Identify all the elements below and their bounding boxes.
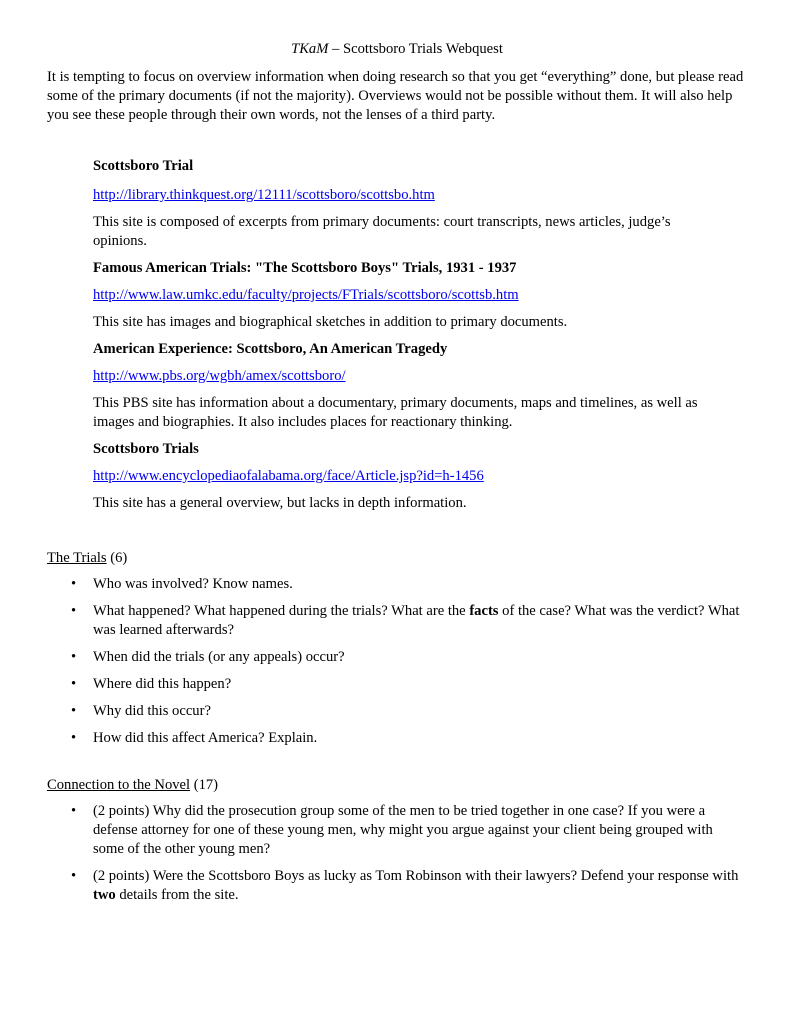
resource-link[interactable]: http://www.pbs.org/wgbh/amex/scottsboro/ bbox=[93, 368, 346, 384]
question-text-cont: of the case? What was the verdict? What was learned afterwards? bbox=[93, 603, 740, 638]
bullet-icon: • bbox=[71, 649, 77, 665]
document-page bbox=[47, 40, 747, 913]
intro-paragraph: It is tempting to focus on overview information when doing research so that you get “everything” done, but please read some of the primary documents (if not the majority). Overviews would not be possible without them. It will also help you see these people through their own words, not the lenses of a third party. bbox=[47, 69, 744, 123]
bullet-icon: • bbox=[71, 576, 77, 592]
list-item bbox=[71, 648, 747, 667]
resource-item bbox=[93, 440, 713, 513]
question-emphasis: facts bbox=[469, 603, 499, 619]
bullet-icon: • bbox=[71, 730, 77, 746]
question-text: Where did this happen? bbox=[93, 676, 232, 692]
list-item bbox=[71, 702, 747, 721]
novel-question-list bbox=[47, 802, 747, 905]
resource-title: Famous American Trials: "The Scottsboro Boys" Trials, 1931 - 1937 bbox=[93, 260, 517, 276]
list-item bbox=[71, 867, 747, 905]
list-item bbox=[71, 602, 747, 640]
bullet-icon: • bbox=[71, 803, 77, 819]
list-item bbox=[71, 802, 747, 859]
novel-points: (17) bbox=[190, 777, 219, 793]
question-text-cont: details from the site. bbox=[115, 887, 239, 903]
bullet-icon: • bbox=[71, 703, 77, 719]
list-item bbox=[71, 729, 747, 748]
trials-question-list bbox=[47, 575, 747, 748]
bullet-icon: • bbox=[71, 868, 77, 884]
resource-list bbox=[93, 157, 713, 513]
question-text: When did the trials (or any appeals) occur? bbox=[93, 649, 345, 665]
novel-heading bbox=[47, 776, 747, 795]
novel-heading-label: Connection to the Novel bbox=[47, 777, 191, 793]
question-text: How did this affect America? Explain. bbox=[93, 730, 318, 746]
question-text: Who was involved? Know names. bbox=[93, 576, 293, 592]
resource-description: This site has images and biographical sketches in addition to primary documents. bbox=[93, 314, 568, 330]
list-item bbox=[71, 675, 747, 694]
question-text: Why did this occur? bbox=[93, 703, 211, 719]
resource-link[interactable]: http://www.encyclopediaofalabama.org/face/Article.jsp?id=h-1456 bbox=[93, 468, 484, 484]
title-italic: TKaM bbox=[291, 41, 329, 57]
resource-description: This site is composed of excerpts from primary documents: court transcripts, news articles, judge’s opinions. bbox=[93, 214, 671, 249]
resource-link[interactable]: http://library.thinkquest.org/12111/scottsboro/scottsbo.htm bbox=[93, 187, 435, 203]
question-text: What happened? What happened during the trials? What are the bbox=[93, 603, 470, 619]
resource-description: This PBS site has information about a documentary, primary documents, maps and timelines, as well as images and biographies. It also includes places for reactionary thinking. bbox=[93, 395, 698, 430]
trials-points: (6) bbox=[106, 550, 128, 566]
resource-title: Scottsboro Trials bbox=[93, 441, 199, 457]
bullet-icon: • bbox=[71, 603, 77, 619]
resource-item bbox=[93, 259, 713, 332]
trials-heading-label: The Trials bbox=[47, 550, 107, 566]
resource-title: American Experience: Scottsboro, An American Tragedy bbox=[93, 341, 448, 357]
resource-item bbox=[93, 340, 713, 432]
trials-heading bbox=[47, 549, 747, 568]
resource-description: This site has a general overview, but lacks in depth information. bbox=[93, 495, 467, 511]
question-text: (2 points) Why did the prosecution group some of the men to be tried together in one case? If you were a defense attorney for one of these young men, why might you argue against your client being grouped with some of the other young men? bbox=[93, 803, 713, 857]
resource-link[interactable]: http://www.law.umkc.edu/faculty/projects/FTrials/scottsboro/scottsb.htm bbox=[93, 287, 519, 303]
resource-item bbox=[93, 157, 713, 251]
title-rest: – Scottsboro Trials Webquest bbox=[328, 41, 503, 57]
list-item bbox=[71, 575, 747, 594]
resource-title: Scottsboro Trial bbox=[93, 158, 194, 174]
question-emphasis: two bbox=[93, 887, 116, 903]
page-title bbox=[47, 40, 747, 59]
question-text: (2 points) Were the Scottsboro Boys as lucky as Tom Robinson with their lawyers? Defend your response with bbox=[93, 868, 739, 884]
bullet-icon: • bbox=[71, 676, 77, 692]
